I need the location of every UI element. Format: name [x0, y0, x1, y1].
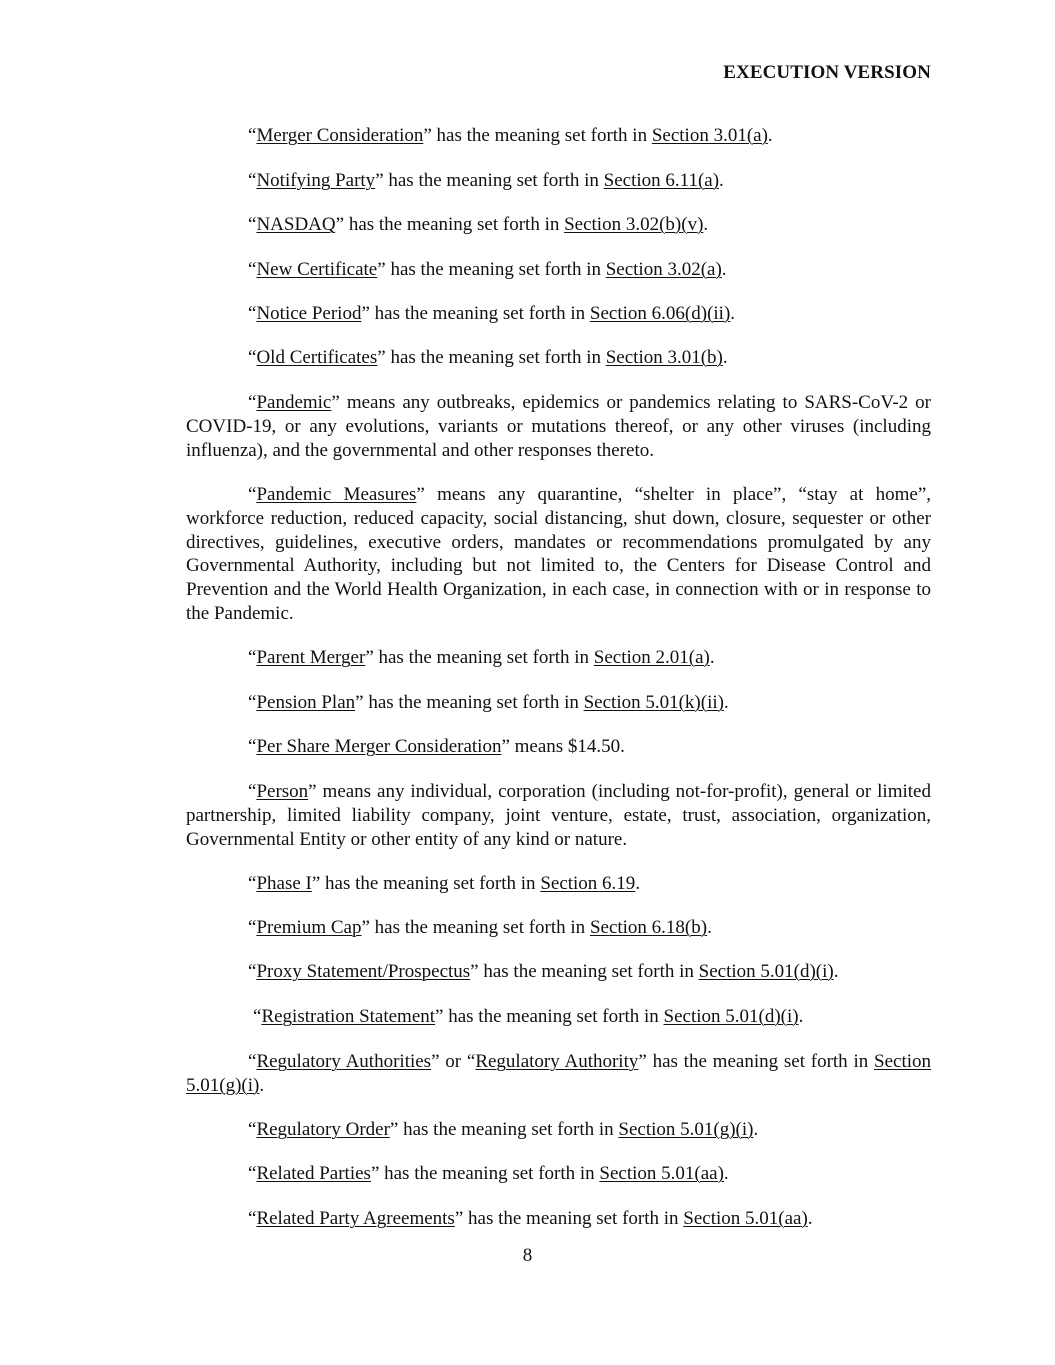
- definition-text: has the meaning set forth in: [363, 692, 584, 713]
- definition-end: .: [723, 692, 729, 713]
- definition-per-share-merger-consideration: “Per Share Merger Consideration” means $14.50.: [248, 736, 625, 757]
- section-reference-link[interactable]: Section 5.01(d)(i): [698, 961, 834, 982]
- defined-term: Per Share Merger Consideration: [256, 736, 502, 757]
- definition-person: “Person” means any individual, corporation (including not-for-profit), general or limited partnership, limited liability company, joint venture, estate, trust, association, organization, Governmental Entity or other entity of any kind or nature.: [186, 781, 931, 850]
- definition-text: has the meaning set forth in: [478, 961, 699, 982]
- definition-body: means any quarantine, “shelter in place”, “stay at home”, workforce reduction, reduced capacity, social distancing, shut down, closure, sequester or other directives, guidelines, executive orders, mandates or recommendations promulgated by any Governmental Authority, including but not limited to, the Centers for Disease Control and Prevention and the World Health Organization, in each case, in connection with or in response to the Pandemic.: [186, 484, 932, 624]
- definition-connector: or: [439, 1051, 467, 1072]
- definition-pension-plan: “Pension Plan” has the meaning set forth in Section 5.01(k)(ii).: [248, 692, 729, 713]
- defined-term: NASDAQ: [256, 214, 336, 235]
- definition-proxy-statement-prospectus: “Proxy Statement/Prospectus” has the meaning set forth in Section 5.01(d)(i).: [248, 961, 839, 982]
- definition-premium-cap: “Premium Cap” has the meaning set forth in Section 6.18(b).: [248, 917, 712, 938]
- definition-text: has the meaning set forth in: [398, 1119, 619, 1140]
- execution-version-header: EXECUTION VERSION: [723, 62, 931, 83]
- definition-old-certificates: “Old Certificates” has the meaning set forth in Section 3.01(b).: [248, 347, 728, 368]
- definition-end: .: [703, 214, 709, 235]
- definition-end: .: [707, 917, 712, 938]
- definition-end: .: [259, 1074, 265, 1096]
- definition-text: has the meaning set forth in: [369, 303, 590, 324]
- defined-term: Registration Statement: [261, 1006, 436, 1027]
- definition-body: means any individual, corporation (including not-for-profit), general or limited partnership, limited liability company, joint venture, estate, trust, association, organization, Governmental Entity or other entity of any kind or nature.: [186, 781, 931, 850]
- definition-text: has the meaning set forth in: [320, 873, 541, 894]
- definition-end: .: [709, 647, 715, 668]
- definition-end: .: [807, 1208, 813, 1229]
- defined-term: Parent Merger: [256, 647, 366, 668]
- definition-end: .: [753, 1119, 759, 1140]
- definition-text: has the meaning set forth in: [344, 214, 565, 235]
- defined-term: Old Certificates: [256, 347, 378, 368]
- definition-notifying-party: “Notifying Party” has the meaning set forth in Section 6.11(a).: [248, 170, 724, 191]
- definition-text: has the meaning set forth in: [373, 647, 594, 668]
- definition-end: .: [635, 873, 641, 894]
- section-reference-link[interactable]: Section 6.11(a): [603, 170, 720, 191]
- definition-text: has the meaning set forth in: [383, 170, 604, 191]
- defined-term: Regulatory Authorities: [256, 1051, 432, 1072]
- definition-body: means any outbreaks, epidemics or pandemics relating to SARS-CoV-2 or COVID-19, or any evolutions, variants or mutations thereof, or any other viruses (including influenza), and the governmental and other responses thereto.: [186, 392, 931, 461]
- section-reference-link[interactable]: Section 3.02(b)(v): [564, 214, 704, 235]
- definition-nasdaq: “NASDAQ” has the meaning set forth in Section 3.02(b)(v).: [248, 214, 709, 235]
- defined-term: Phase I: [256, 873, 312, 894]
- defined-term-alternate: Regulatory Authority: [475, 1051, 639, 1072]
- defined-term: Pandemic Measures: [256, 484, 417, 505]
- definition-merger-consideration: “Merger Consideration” has the meaning set forth in Section 3.01(a).: [248, 125, 773, 146]
- definition-end: .: [730, 303, 736, 324]
- definition-text: has the meaning set forth in: [369, 917, 590, 938]
- definition-text: has the meaning set forth in: [385, 347, 606, 368]
- defined-term: Proxy Statement/Prospectus: [256, 961, 471, 982]
- section-reference-link[interactable]: Section 5.01(g)(i): [618, 1119, 754, 1140]
- definition-regulatory-authorities: “Regulatory Authorities” or “Regulatory Authority” has the meaning set forth in Section 5.01(g)(i).: [186, 1051, 932, 1096]
- definition-pandemic: “Pandemic” means any outbreaks, epidemics or pandemics relating to SARS-CoV-2 or COVID-19, or any evolutions, variants or mutations thereof, or any other viruses (including influenza), and the governmental and other responses thereto.: [186, 392, 931, 461]
- defined-term: New Certificate: [256, 259, 378, 280]
- section-reference-link[interactable]: Section 6.06(d)(ii): [589, 303, 731, 324]
- defined-term: Pension Plan: [256, 692, 356, 713]
- section-reference-link[interactable]: Section 6.19: [540, 873, 636, 894]
- section-reference-link[interactable]: Section 6.18(b): [589, 917, 708, 938]
- definition-related-parties: “Related Parties” has the meaning set forth in Section 5.01(aa).: [248, 1163, 729, 1184]
- definition-end: .: [719, 170, 724, 191]
- section-reference-link[interactable]: Section 3.01(b): [605, 347, 723, 368]
- section-reference-link[interactable]: Section 3.02(a): [605, 259, 722, 280]
- definition-text: has the meaning set forth in: [385, 259, 606, 280]
- definition-related-party-agreements: “Related Party Agreements” has the meaning set forth in Section 5.01(aa).: [248, 1208, 813, 1229]
- definition-text: has the meaning set forth in: [646, 1051, 875, 1072]
- defined-term: Notifying Party: [256, 170, 376, 191]
- section-reference-link[interactable]: Section 5.01(aa): [599, 1163, 724, 1184]
- section-reference-link[interactable]: Section 5.01(k)(ii): [583, 692, 724, 713]
- defined-term: Pandemic: [256, 392, 332, 413]
- section-reference-link[interactable]: Section 5.01(aa): [683, 1208, 808, 1229]
- page-number: 8: [522, 1245, 533, 1266]
- defined-term: Notice Period: [256, 303, 362, 324]
- section-reference-link[interactable]: Section 5.01(d)(i): [663, 1006, 799, 1027]
- definition-notice-period: “Notice Period” has the meaning set forth in Section 6.06(d)(ii).: [248, 303, 736, 324]
- defined-term: Related Party Agreements: [256, 1208, 455, 1229]
- definition-pandemic-measures: “Pandemic Measures” means any quarantine, “shelter in place”, “stay at home”, workforce reduction, reduced capacity, social distancing, shut down, closure, sequester or other directives, guidelines, executive orders, mandates or recommendations promulgated by any Governmental Authority, including but not limited to, the Centers for Disease Control and Prevention and the World Health Organization, in each case, in connection with or in response to the Pandemic.: [186, 484, 932, 624]
- section-reference-link[interactable]: Section 2.01(a): [593, 647, 710, 668]
- section-reference-link[interactable]: Section 5.01(g)(i): [186, 1051, 932, 1096]
- defined-term: Person: [256, 781, 309, 802]
- definition-end: .: [723, 1163, 729, 1184]
- definition-end: .: [833, 961, 839, 982]
- definition-phase-i: “Phase I” has the meaning set forth in Section 6.19.: [248, 873, 641, 894]
- defined-term: Premium Cap: [256, 917, 362, 938]
- definition-text: has the meaning set forth in: [443, 1006, 664, 1027]
- definition-text: has the meaning set forth in: [379, 1163, 600, 1184]
- definition-regulatory-order: “Regulatory Order” has the meaning set forth in Section 5.01(g)(i).: [248, 1119, 759, 1140]
- definition-end: .: [798, 1006, 804, 1027]
- definition-body: means $14.50.: [509, 736, 625, 757]
- definition-text: has the meaning set forth in: [463, 1208, 684, 1229]
- definition-end: .: [721, 259, 727, 280]
- definition-text: has the meaning set forth in: [431, 125, 652, 146]
- definition-parent-merger: “Parent Merger” has the meaning set forth in Section 2.01(a).: [248, 647, 715, 668]
- defined-term: Regulatory Order: [256, 1119, 390, 1140]
- defined-term: Merger Consideration: [256, 125, 424, 146]
- definition-new-certificate: “New Certificate” has the meaning set forth in Section 3.02(a).: [248, 259, 727, 280]
- definition-end: .: [767, 125, 773, 146]
- definition-end: .: [722, 347, 728, 368]
- definition-registration-statement: “Registration Statement” has the meaning set forth in Section 5.01(d)(i).: [253, 1006, 804, 1027]
- section-reference-link[interactable]: Section 3.01(a): [651, 125, 768, 146]
- defined-term: Related Parties: [256, 1163, 371, 1184]
